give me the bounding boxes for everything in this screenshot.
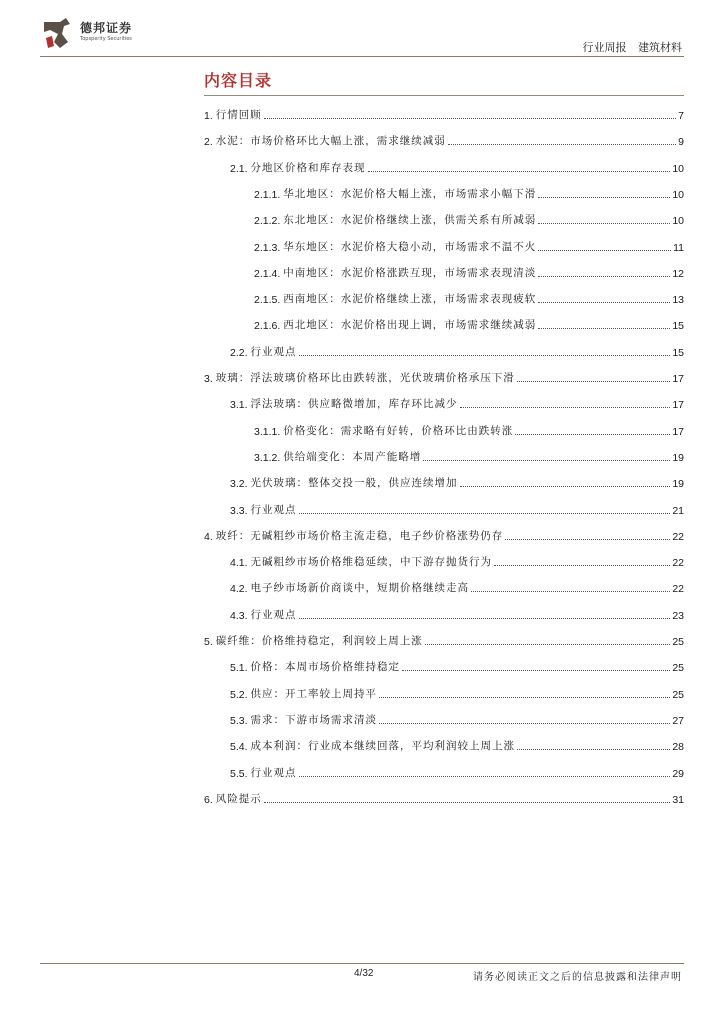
toc-entry-number: 5.4.	[230, 741, 248, 754]
toc-entry-number: 6.	[204, 793, 213, 806]
toc-leader-dots	[517, 749, 670, 750]
header-divider	[40, 56, 684, 57]
toc-entry-label: 西南地区：水泥价格继续上涨，市场需求表现疲软	[283, 293, 537, 306]
toc-entry-number: 5.3.	[230, 714, 248, 727]
toc-entry-label: 水泥：市场价格环比大幅上涨，需求继续减弱	[215, 135, 446, 148]
toc-entry-label: 玻璃：浮法玻璃价格环比由跌转涨，光伏玻璃价格承压下滑	[215, 372, 515, 384]
toc-entry-label: 价格：本周市场价格维持稳定	[250, 661, 401, 674]
toc-entry[interactable]	[230, 764, 684, 780]
toc-entry-page: 23	[672, 609, 684, 622]
toc-entry-page: 19	[672, 478, 684, 491]
toc-entry-number: 2.1.2.	[254, 215, 281, 228]
company-logo	[40, 16, 180, 50]
toc-leader-dots	[299, 776, 671, 777]
toc-entry[interactable]	[254, 238, 684, 254]
toc-entry[interactable]	[204, 132, 684, 148]
toc-entry-number: 3.1.	[230, 399, 248, 412]
toc-entry-label: 华东地区：水泥价格大稳小动，市场需求不温不火	[283, 240, 537, 253]
toc-leader-dots	[423, 460, 670, 461]
toc-entry-label: 分地区价格和库存表现	[250, 161, 366, 174]
toc-leader-dots	[517, 381, 671, 382]
toc-entry-number: 3.1.1.	[254, 425, 281, 438]
toc-leader-dots	[299, 513, 671, 514]
toc-leader-dots	[505, 539, 670, 540]
toc-entry-label: 行情回顾	[215, 109, 262, 121]
toc-entry-page: 17	[672, 399, 684, 412]
toc-entry[interactable]	[230, 343, 684, 359]
toc-leader-dots	[379, 723, 670, 724]
toc-entry-number: 4.1.	[230, 557, 248, 570]
toc-entry-number: 5.2.	[230, 688, 248, 701]
toc-entry[interactable]	[230, 395, 684, 411]
toc-entry-page: 12	[672, 267, 684, 280]
toc-entry[interactable]	[204, 369, 684, 385]
toc-leader-dots	[538, 223, 670, 224]
toc-entry[interactable]	[230, 685, 684, 701]
toc-entry-number: 1.	[204, 110, 213, 122]
toc-leader-dots	[425, 644, 671, 645]
toc-entry-number: 4.3.	[230, 609, 248, 622]
footer-divider	[40, 963, 684, 964]
toc-entry-number: 2.	[204, 136, 213, 149]
toc-entry[interactable]	[230, 711, 684, 727]
toc-entry-label: 价格变化：需求略有好转，价格环比由跌转涨	[283, 424, 514, 437]
toc-entry[interactable]	[254, 185, 684, 201]
toc-leader-dots	[515, 434, 670, 435]
toc-entry[interactable]	[230, 159, 684, 175]
toc-entry-label: 碳纤维：价格维持稳定，利润较上周上涨	[215, 635, 423, 647]
toc-entry-page: 22	[672, 530, 684, 543]
toc-entry-label: 华北地区：水泥价格大幅上涨，市场需求小幅下滑	[283, 187, 537, 200]
toc-entry-number: 2.1.5.	[254, 294, 281, 307]
toc-entry[interactable]	[254, 290, 684, 306]
toc-entry[interactable]	[204, 527, 684, 543]
toc-leader-dots	[368, 171, 671, 172]
toc-entry-label: 行业观点	[250, 503, 297, 516]
page-number: 4/32	[354, 968, 374, 979]
toc-entry-number: 5.1.	[230, 662, 248, 675]
logo-english-name: Topsperity Securities	[80, 36, 132, 42]
toc-entry-number: 2.1.1.	[254, 188, 281, 201]
toc-entry-page: 28	[672, 741, 684, 754]
toc-entry-page: 10	[672, 215, 684, 228]
toc-entry[interactable]	[204, 632, 684, 648]
toc-leader-dots	[379, 697, 670, 698]
toc-leader-dots	[538, 328, 670, 329]
toc-entry[interactable]	[230, 658, 684, 674]
toc-entry[interactable]	[230, 553, 684, 569]
toc-entry-page: 9	[678, 136, 684, 149]
toc-entry-label: 东北地区：水泥价格继续上涨，供需关系有所减弱	[283, 214, 537, 227]
toc-entry[interactable]	[254, 264, 684, 280]
toc-entry-page: 10	[672, 188, 684, 201]
toc-entry-page: 31	[672, 793, 684, 806]
industry-name: 建筑材料	[638, 41, 682, 54]
toc-entry-label: 光伏玻璃：整体交投一般，供应连续增加	[250, 477, 458, 490]
toc-entry-label: 无碱粗纱市场价格维稳延续，中下游存抛货行为	[250, 556, 493, 569]
toc-entry[interactable]	[254, 316, 684, 332]
toc-title-divider	[204, 95, 684, 96]
toc-entry[interactable]	[254, 422, 684, 438]
toc-entry-number: 3.	[204, 373, 213, 385]
toc-leader-dots	[538, 197, 670, 198]
toc-entry-page: 29	[672, 767, 684, 780]
report-type: 行业周报	[582, 41, 627, 54]
toc-entry-page: 21	[672, 504, 684, 517]
toc-entry-label: 行业观点	[250, 345, 297, 358]
topsperity-logo-icon	[40, 16, 74, 50]
toc-entry-number: 2.1.3.	[254, 241, 281, 254]
toc-entry-label: 供应：开工率较上周持平	[250, 687, 378, 700]
toc-leader-dots	[460, 407, 671, 408]
toc-entry[interactable]	[230, 501, 684, 517]
toc-title: 内容目录	[204, 71, 273, 90]
toc-entry-page: 17	[672, 373, 684, 385]
toc-leader-dots	[448, 144, 676, 145]
legal-disclaimer: 请务必阅读正文之后的信息披露和法律声明	[473, 972, 682, 983]
toc-entry-number: 4.2.	[230, 583, 248, 596]
toc-entry-page: 22	[672, 583, 684, 596]
toc-leader-dots	[264, 118, 676, 119]
toc-entry[interactable]	[230, 474, 684, 490]
toc-entry-page: 15	[672, 346, 684, 359]
toc-entry-page: 25	[672, 636, 684, 648]
toc-entry[interactable]	[204, 790, 684, 806]
toc-leader-dots	[538, 276, 670, 277]
toc-entry-page: 13	[672, 294, 684, 307]
toc-entry[interactable]	[254, 211, 684, 227]
toc-entry-page: 22	[672, 557, 684, 570]
toc-leader-dots	[538, 250, 671, 251]
toc-entry-label: 中南地区：水泥价格涨跌互现，市场需求表现清淡	[283, 266, 537, 279]
toc-entry-number: 3.1.2.	[254, 451, 281, 464]
toc-entry-number: 3.3.	[230, 504, 248, 517]
toc-entry-page: 25	[672, 688, 684, 701]
toc-entry-number: 2.1.	[230, 162, 248, 175]
toc-entry-number: 2.1.4.	[254, 267, 281, 280]
toc-entry-page: 10	[672, 162, 684, 175]
logo-chinese-name: 德邦证券	[80, 21, 133, 35]
toc-entry-page: 7	[678, 110, 684, 122]
toc-entry-number: 2.2.	[230, 346, 248, 359]
toc-entry-number: 5.	[204, 636, 213, 648]
report-category	[575, 39, 683, 55]
toc-entry-page: 17	[672, 425, 684, 438]
toc-leader-dots	[299, 355, 671, 356]
toc-leader-dots	[494, 565, 670, 566]
toc-entry-page: 11	[673, 241, 684, 254]
toc-entry[interactable]	[204, 106, 684, 122]
toc-entry-label: 成本利润：行业成本继续回落，平均利润较上周上涨	[250, 740, 516, 753]
toc-entry-number: 4.	[204, 530, 213, 543]
toc-entry-label: 供给端变化：本周产能略增	[283, 450, 422, 463]
toc-entry-page: 15	[672, 320, 684, 333]
toc-entry-label: 行业观点	[250, 766, 297, 779]
toc-entry[interactable]	[230, 737, 684, 753]
toc-entry-label: 需求：下游市场需求清淡	[250, 713, 378, 726]
toc-leader-dots	[471, 591, 670, 592]
toc-entry-number: 3.2.	[230, 478, 248, 491]
page-header	[0, 0, 724, 60]
toc-entry-number: 5.5.	[230, 767, 248, 780]
toc-entry-page: 25	[672, 662, 684, 675]
toc-entry[interactable]	[254, 448, 684, 464]
toc-leader-dots	[460, 486, 671, 487]
toc-entry[interactable]	[230, 606, 684, 622]
toc-entry-label: 玻纤：无碱粗纱市场价格主流走稳，电子纱价格涨势仍存	[215, 529, 504, 542]
toc-leader-dots	[264, 802, 671, 803]
toc-entry-label: 行业观点	[250, 608, 297, 621]
toc-entry-number: 2.1.6.	[254, 320, 281, 333]
toc-leader-dots	[402, 670, 670, 671]
toc-leader-dots	[538, 302, 670, 303]
toc-entry-page: 27	[672, 714, 684, 727]
toc-entry-page: 19	[672, 451, 684, 464]
toc-entry-label: 风险提示	[215, 792, 262, 805]
toc-entry-label: 电子纱市场新价商谈中，短期价格继续走高	[250, 582, 470, 595]
toc-entry-label: 西北地区：水泥价格出现上调，市场需求继续减弱	[283, 319, 537, 332]
toc-leader-dots	[299, 618, 671, 619]
toc-entry-label: 浮法玻璃：供应略微增加，库存环比减少	[250, 398, 458, 411]
toc-entry[interactable]	[230, 579, 684, 595]
